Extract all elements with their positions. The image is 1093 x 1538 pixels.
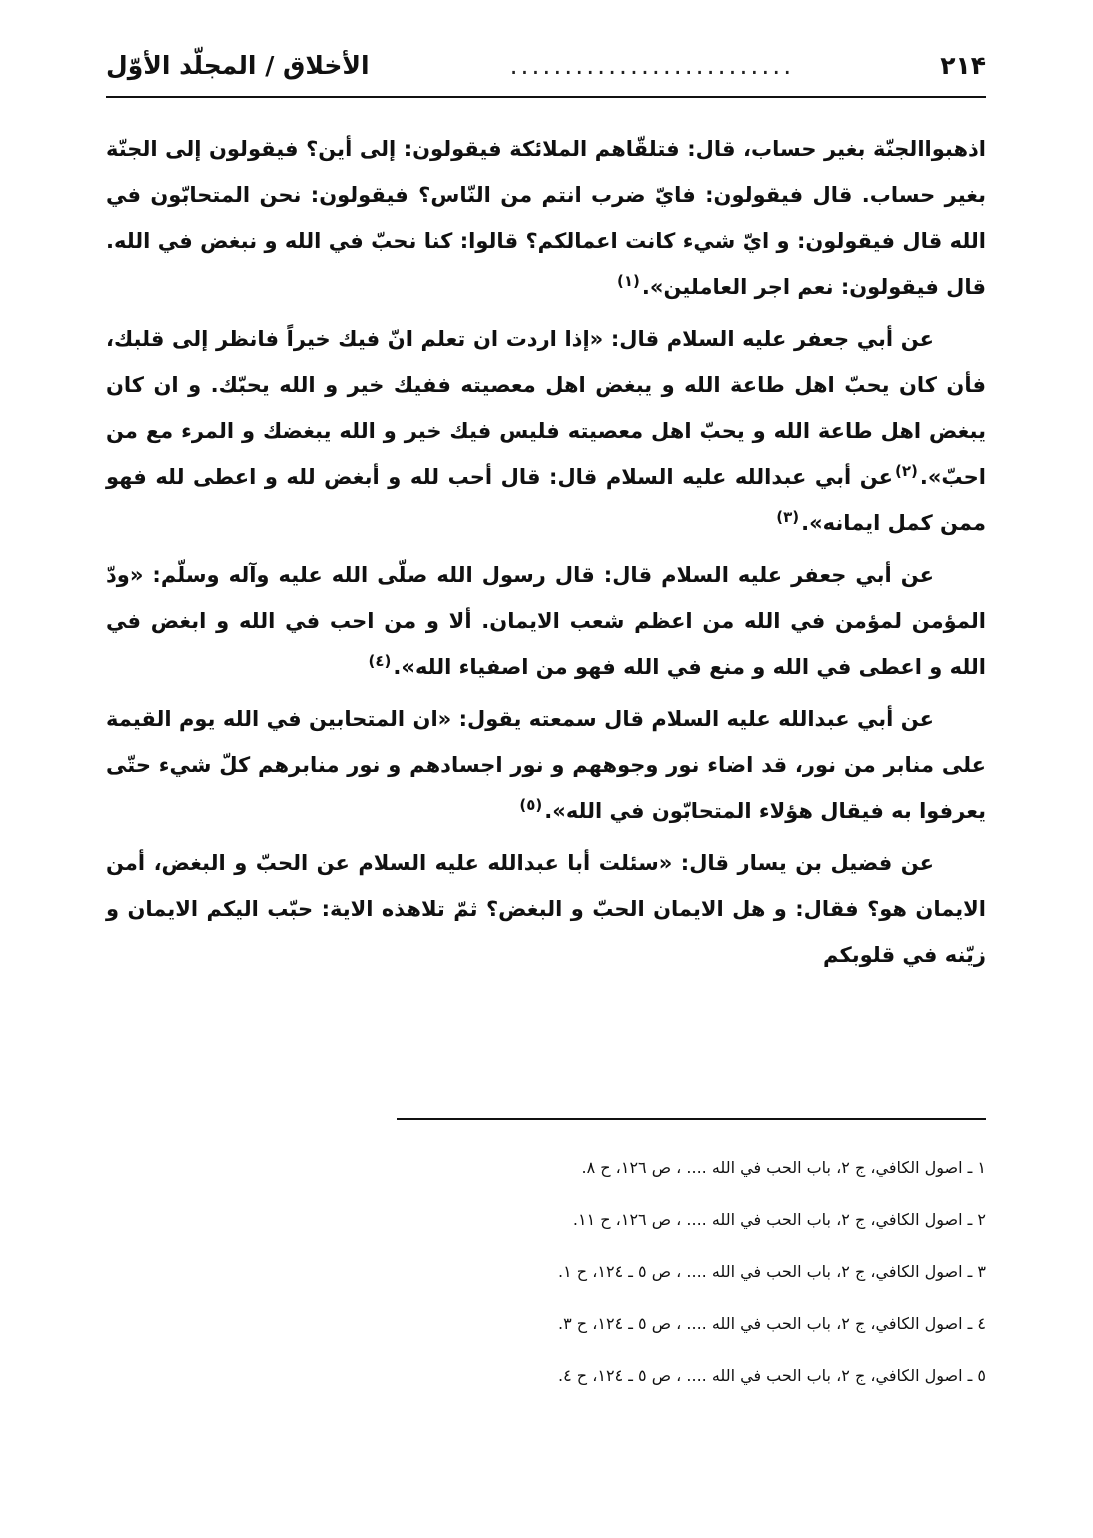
header-leader-dots: .......................... [509, 51, 795, 80]
paragraph-1 [106, 126, 986, 310]
paragraph-2 [106, 316, 986, 546]
footnote-ref-4[interactable]: (٤) [368, 652, 392, 670]
footnote-item: ٤ ـ اصول الكافي، ج ٢، باب الحب في الله .... ، ص ٥ ـ ١٢٤، ح ٣. [558, 1314, 986, 1333]
body-text [106, 126, 986, 984]
paragraph-2-text: عن أبي جعفر عليه السلام قال: «إذا اردت ان تعلم انّ فيك خيراً فانظر إلى قلبك، فأن كان يحبّ اهل طاعة الله و يبغض اهل معصيته ففيك خير و الله يحبّك. و ان كان يبغض اهل طاعة الله و يحبّ اهل معصيته فليس فيك خير و الله يبغضك و المرء مع من احبّ». [106, 327, 986, 489]
footnote-item: ٣ ـ اصول الكافي، ج ٢، باب الحب في الله .... ، ص ٥ ـ ١٢٤، ح ١. [558, 1262, 986, 1281]
header-rule [106, 96, 986, 98]
paragraph-5 [106, 840, 986, 978]
footnotes-list [106, 1142, 986, 1402]
footnote-item: ٢ ـ اصول الكافي، ج ٢، باب الحب في الله .... ، ص ١٢٦، ح ١١. [572, 1210, 986, 1229]
footnote-ref-2[interactable]: (٢) [895, 462, 918, 480]
footnote-ref-1[interactable]: (١) [617, 272, 640, 290]
paragraph-4 [106, 696, 986, 834]
page-number: ٢١۴ [940, 51, 986, 80]
paragraph-5-text: عن فضيل بن يسار قال: «سئلت أبا عبدالله عليه السلام عن الحبّ و البغض، أمن الايمان هو؟ فقال: و هل الايمان الحبّ و البغض؟ ثمّ تلاهذه الاية: حبّب اليكم الايمان و زيّنه في قلوبكم [106, 851, 986, 967]
footnote-item: ١ ـ اصول الكافي، ج ٢، باب الحب في الله .... ، ص ١٢٦، ح ٨. [581, 1158, 986, 1177]
paragraph-3 [106, 552, 986, 690]
footnote-ref-3[interactable]: (٣) [776, 508, 800, 526]
footnote-item: ٥ ـ اصول الكافي، ج ٢، باب الحب في الله .... ، ص ٥ ـ ١٢٤، ح ٤. [558, 1366, 986, 1385]
paragraph-4-text: عن أبي عبدالله عليه السلام قال سمعته يقول: «ان المتحابين في الله يوم القيمة على منابر من نور، قد اضاء نور وجوههم و نور اجسادهم و نور منابرهم كلّ شيء حتّى يعرفوا به فيقال هؤلاء المتحابّون في الله». [106, 707, 986, 823]
paragraph-3-text: عن أبي جعفر عليه السلام قال: قال رسول الله صلّى الله عليه وآله وسلّم: «ودّ المؤمن لمؤمن في الله من اعظم شعب الايمان. ألا و من احب في الله و ابغض في الله و اعطى في الله و منع في الله فهو من اصفياء الله». [106, 563, 986, 679]
paragraph-1-text: اذهبواالجنّة بغير حساب، قال: فتلقّاهم الملائكة فيقولون: إلى أين؟ فيقولون إلى الجنّة بغير حساب. قال فيقولون: فايّ ضرب انتم من النّاس؟ فيقولون: نحن المتحابّون في الله قال فيقولون: و ايّ شيء كانت اعمالكم؟ قالوا: كنا نحبّ في الله و نبغض في الله. قال فيقولون: نعم اجر العاملين». [106, 137, 986, 299]
page-header [106, 38, 986, 94]
footnote-rule [397, 1118, 986, 1120]
footnote-ref-5[interactable]: (٥) [519, 796, 543, 814]
running-title: الأخلاق / المجلّد الأوّل [106, 51, 370, 80]
paragraph-2-trailing-text: عن أبي عبدالله عليه السلام قال: قال أحب لله و أبغض لله و اعطى لله فهو ممن كمل ايمانه». [106, 465, 986, 535]
